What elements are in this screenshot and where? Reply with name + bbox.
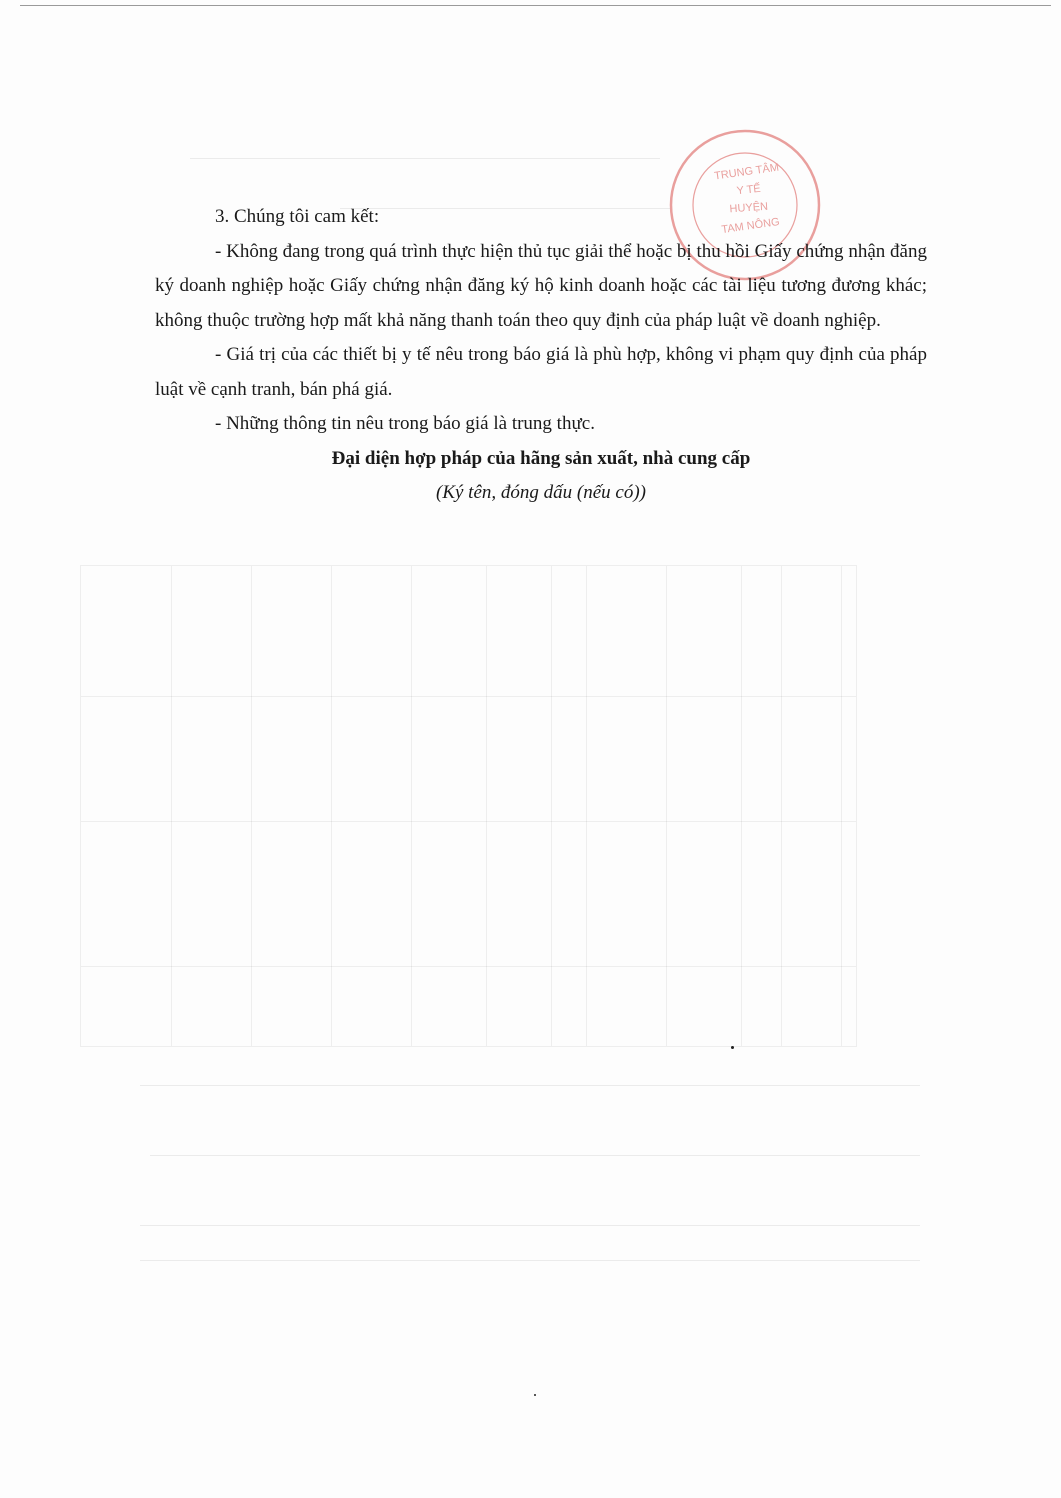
- document-body: [155, 200, 927, 511]
- stamp-line-2: Y TẾ: [736, 182, 762, 198]
- signature-note: (Ký tên, đóng dấu (nếu có)): [436, 482, 646, 503]
- stamp-line-3: HUYỆN: [729, 200, 769, 216]
- ink-speck: [534, 1394, 536, 1396]
- stamp-line-4: TAM NÔNG: [720, 216, 781, 237]
- ink-speck: [731, 1046, 734, 1049]
- signature-title: Đại diện hợp pháp của hãng sản xuất, nhà cung cấp: [331, 447, 751, 469]
- stamp-line-1: TRUNG TÂM: [713, 161, 780, 183]
- bleed-through-line: [140, 1260, 920, 1261]
- bleed-through-line: [150, 1155, 920, 1156]
- top-edge-line: [20, 5, 1051, 6]
- bleed-through-line: [140, 1225, 920, 1226]
- commitment-heading: 3. Chúng tôi cam kết:: [215, 206, 380, 227]
- commitment-item-2: - Giá trị của các thiết bị y tế nêu trong báo giá là phù hợp, không vi phạm quy định của pháp luật về cạnh tranh, bán phá giá.: [155, 344, 927, 400]
- commitment-item-3: - Những thông tin nêu trong báo giá là trung thực.: [215, 413, 595, 434]
- bleed-through-line: [140, 1085, 920, 1086]
- bleed-through-table: [80, 565, 857, 1047]
- bleed-through-line: [190, 158, 660, 159]
- commitment-item-1: - Không đang trong quá trình thực hiện thủ tục giải thể hoặc bị thu hồi Giấy chứng nhận đăng ký doanh nghiệp hoặc Giấy chứng nhận đăng ký hộ kinh doanh hoặc các tài liệu tương đương khác; không thuộc trường hợp mất khả năng thanh toán theo quy định của pháp luật về doanh nghiệp.: [155, 240, 927, 331]
